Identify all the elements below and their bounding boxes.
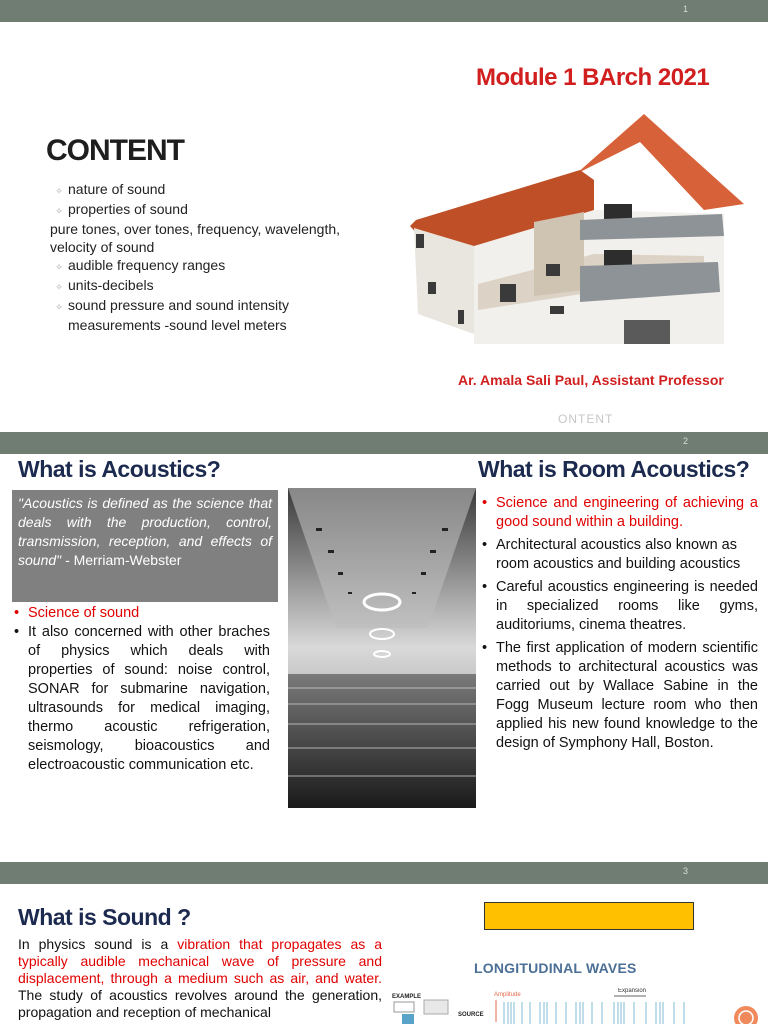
- bullet-item: • Science and engineering of achieving a good sound within a building.: [480, 494, 758, 532]
- content-item: ✧ nature of sound: [50, 180, 350, 200]
- room-acoustics-bullets: [480, 494, 758, 757]
- definition-quote-box: [12, 490, 278, 602]
- content-title: CONTENT: [46, 134, 184, 167]
- acoustics-bullets: [12, 604, 270, 775]
- slide-header-bar-1: [0, 0, 768, 22]
- watermark-text: ONTENT: [558, 412, 614, 426]
- slide-number: 2: [682, 436, 688, 446]
- content-item: pure tones, over tones, frequency, wavelength, velocity of sound: [50, 221, 341, 255]
- bullet-item: • Architectural acoustics also known as room acoustics and building acoustics: [480, 536, 758, 574]
- diagram-label-amplitude: Amplitude: [494, 992, 521, 998]
- house-illustration: [404, 114, 744, 354]
- longitudinal-wave-diagram: [384, 988, 768, 1024]
- content-item: ✧ properties of sound: [50, 200, 350, 220]
- content-item: ✧ units-decibels: [50, 276, 350, 296]
- module-title: Module 1 BArch 2021: [476, 64, 710, 91]
- room-acoustics-heading: What is Room Acoustics?: [478, 456, 750, 482]
- bullet-item: • Careful acoustics engineering is needed in specialized rooms like gyms, auditoriums, cinema theatres.: [480, 578, 758, 635]
- bullet-item: • The first application of modern scientific methods to architectural acoustics was carried out by Wallace Sabine in the Fogg Museum lecture room who then applied his new found knowledge to the design of Symphony Hall, Boston.: [480, 639, 758, 753]
- content-item: measurements -sound level meters: [68, 317, 287, 333]
- diagram-label-source: SOURCE: [458, 1012, 484, 1018]
- slide-header-bar-3: [0, 862, 768, 884]
- diagram-title: LONGITUDINAL WAVES: [474, 960, 637, 976]
- sound-definition: In physics sound is a vibration that propagates as a typically audible mechanical wave of pressure and displacement, through a medium such as air, and water. The study of acoustics revolves around the generation, propagation and reception of mechanical: [18, 936, 382, 1020]
- highlight-box: [484, 902, 694, 930]
- slide-header-bar-2: [0, 432, 768, 454]
- definition-quote: "Acoustics is defined as the science that deals with the production, control, transmission, reception, and effects of sound" -: [18, 495, 272, 568]
- slide-2: [0, 454, 768, 862]
- author-credit: Ar. Amala Sali Paul, Assistant Professor: [458, 372, 724, 388]
- slide-number: 1: [682, 4, 688, 14]
- content-list: [50, 180, 350, 334]
- diagram-label-example: EXAMPLE: [392, 994, 422, 1000]
- content-item: ✧ sound pressure and sound intensity: [50, 296, 350, 316]
- bullet-item: • It also concerned with other braches of physics which deals with properties of sound: noise control, SONAR for submarine navigation, ultrasounds for medical imaging, thermo acoustic refrigeration, seismology, bioacoustics and electroacoustic communication etc.: [12, 623, 270, 775]
- slide-1: [0, 22, 768, 432]
- bullet-item: • Science of sound: [12, 604, 270, 623]
- sound-heading: What is Sound ?: [18, 904, 191, 930]
- auditorium-photo: [288, 488, 476, 808]
- slide-3: [0, 884, 768, 1024]
- acoustics-heading: What is Acoustics?: [18, 456, 221, 482]
- diagram-label-expansion: Expansion: [618, 988, 647, 994]
- content-item: ✧ audible frequency ranges: [50, 256, 350, 276]
- quote-source: Merriam-Webster: [73, 552, 182, 568]
- slide-number: 3: [682, 866, 688, 876]
